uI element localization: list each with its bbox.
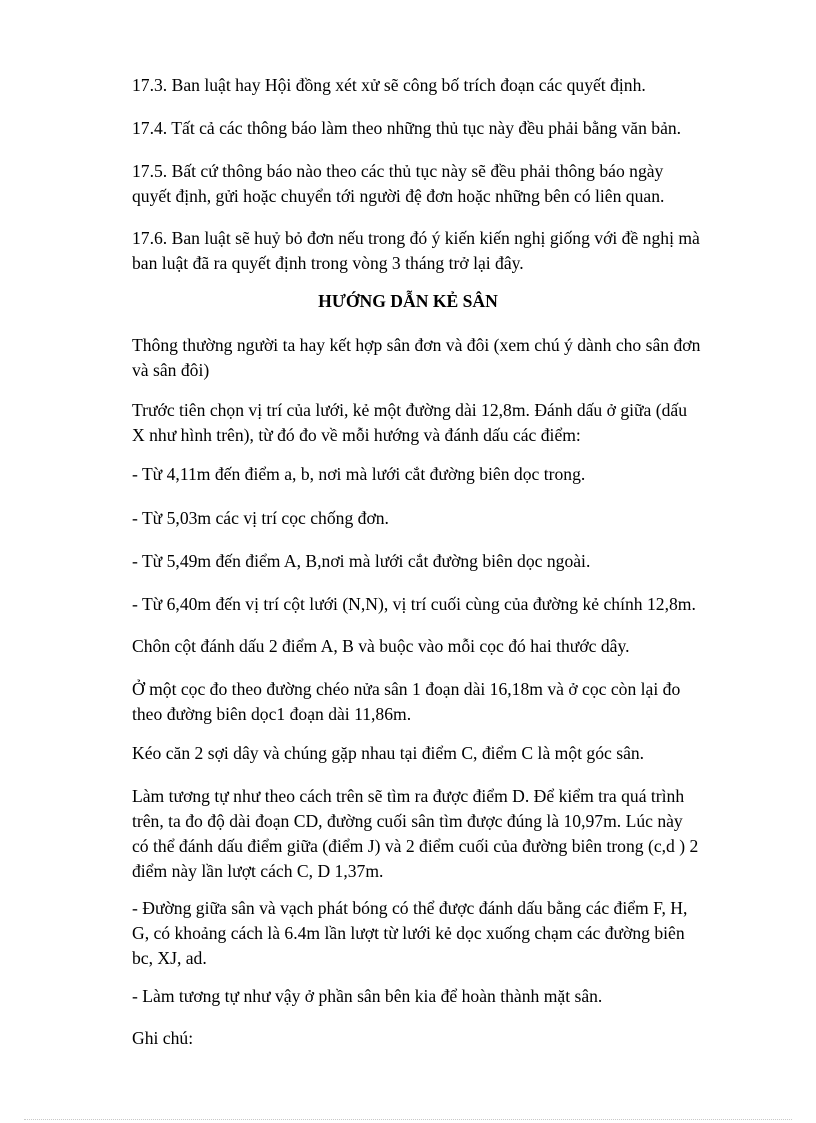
paragraph-17-6	[132, 226, 772, 276]
text-line: 17.6. Ban luật sẽ huỷ bỏ đơn nếu trong đó ý kiến kiến nghị giống với đề nghị mà	[132, 228, 700, 248]
paragraph-chon-cot	[132, 634, 772, 659]
text-line: - Từ 4,11m đến điểm a, b, nơi mà lưới cắt đường biên dọc trong.	[132, 464, 586, 484]
text-line: Ở một cọc đo theo đường chéo nửa sân 1 đoạn dài 16,18m và ở cọc còn lại đo	[132, 679, 681, 699]
text-line: - Từ 6,40m đến vị trí cột lưới (N,N), vị trí cuối cùng của đường kẻ chính 12,8m.	[132, 594, 696, 614]
paragraph-ghi-chu	[132, 1026, 772, 1051]
section-heading: HƯỚNG DẪN KẺ SÂN	[318, 291, 498, 311]
text-line: bc, XJ, ad.	[132, 948, 207, 968]
text-line: có thể đánh dấu điểm giữa (điểm J) và 2 điểm cuối của đường biên trong (c,d ) 2	[132, 836, 699, 856]
text-line: 17.3. Ban luật hay Hội đồng xét xử sẽ công bố trích đoạn các quyết định.	[132, 75, 646, 95]
paragraph-san-ben-kia	[132, 984, 772, 1009]
paragraph-17-5	[132, 159, 772, 209]
text-line: - Đường giữa sân và vạch phát bóng có thể được đánh dấu bằng các điểm F, H,	[132, 898, 688, 918]
text-line: Làm tương tự như theo cách trên sẽ tìm ra được điểm D. Để kiểm tra quá trình	[132, 786, 685, 806]
paragraph-duong-giua-san	[132, 896, 772, 971]
paragraph-intro	[132, 333, 772, 383]
text-line: 17.4. Tất cả các thông báo làm theo những thủ tục này đều phải bằng văn bản.	[132, 118, 682, 138]
bullet-item-1	[132, 462, 772, 487]
text-line: Chôn cột đánh dấu 2 điểm A, B và buộc vào mỗi cọc đó hai thước dây.	[132, 636, 630, 656]
text-line: quyết định, gửi hoặc chuyển tới người đệ đơn hoặc những bên có liên quan.	[132, 186, 665, 206]
text-line: trên, ta đo độ dài đoạn CD, đường cuối sân tìm được đúng là 10,97m. Lúc này	[132, 811, 683, 831]
bullet-item-3	[132, 549, 772, 574]
paragraph-17-4	[132, 116, 772, 141]
paragraph-17-3	[132, 73, 772, 98]
text-line: Trước tiên chọn vị trí của lưới, kẻ một đường dài 12,8m. Đánh dấu ở giữa (dấu	[132, 400, 688, 420]
paragraph-lam-tuong-tu	[132, 784, 772, 884]
text-line: Thông thường người ta hay kết hợp sân đơn và đôi (xem chú ý dành cho sân đơn	[132, 335, 701, 355]
text-line: - Từ 5,49m đến điểm A, B,nơi mà lưới cắt đường biên dọc ngoài.	[132, 551, 591, 571]
text-line: theo đường biên dọc1 đoạn dài 11,86m.	[132, 704, 412, 724]
text-line: G, có khoảng cách là 6.4m lần lượt từ lưới kẻ dọc xuống chạm các đường biên	[132, 923, 685, 943]
text-line: - Làm tương tự như vậy ở phần sân bên kia để hoàn thành mặt sân.	[132, 986, 603, 1006]
paragraph-first-step	[132, 398, 772, 448]
text-line: Kéo căn 2 sợi dây và chúng gặp nhau tại điểm C, điểm C là một góc sân.	[132, 743, 645, 763]
text-line: - Từ 5,03m các vị trí cọc chống đơn.	[132, 508, 389, 528]
bullet-item-4	[132, 592, 772, 617]
page-bottom-rule	[24, 1119, 792, 1120]
text-line: 17.5. Bất cứ thông báo nào theo các thủ tục này sẽ đều phải thông báo ngày	[132, 161, 664, 181]
text-line: ban luật đã ra quyết định trong vòng 3 tháng trở lại đây.	[132, 253, 524, 273]
text-line: điểm này lần lượt cách C, D 1,37m.	[132, 861, 384, 881]
text-line: Ghi chú:	[132, 1028, 194, 1048]
paragraph-coc-do	[132, 677, 772, 727]
text-line: X như hình trên), từ đó đo về mỗi hướng và đánh dấu các điểm:	[132, 425, 581, 445]
text-line: và sân đôi)	[132, 360, 210, 380]
bullet-item-2	[132, 506, 772, 531]
paragraph-keo-can	[132, 741, 772, 766]
